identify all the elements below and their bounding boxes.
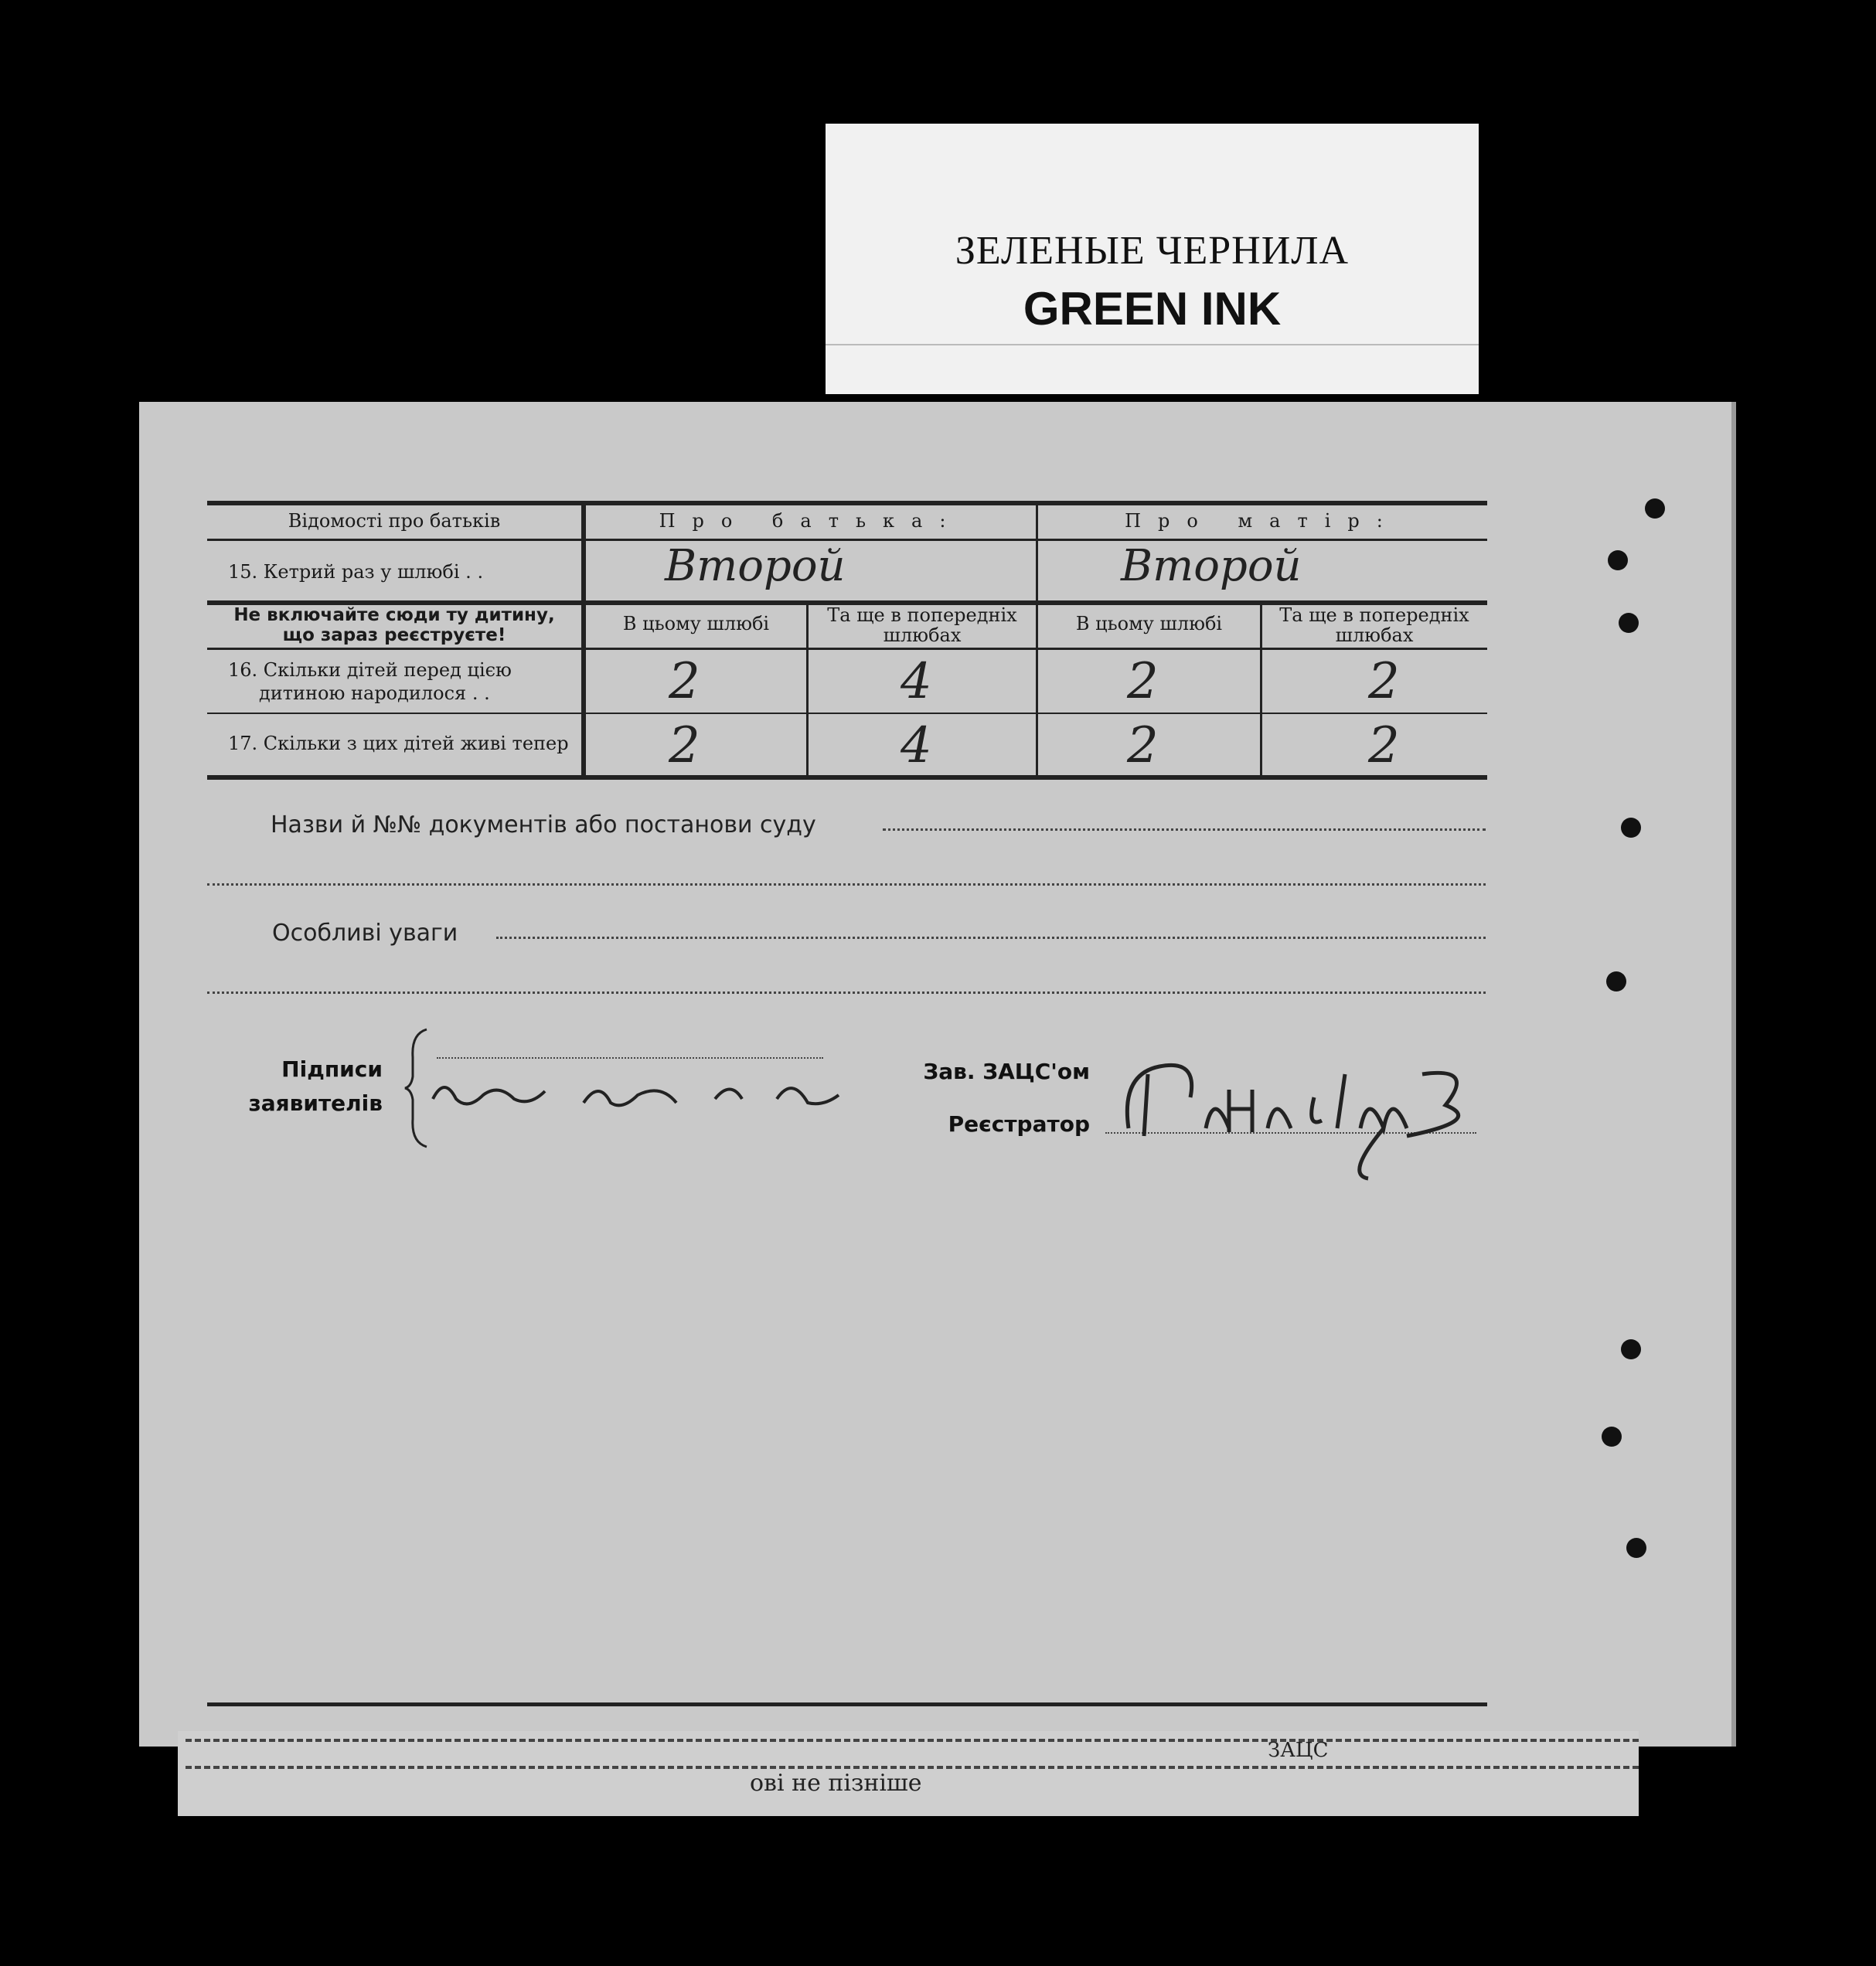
dashed-line xyxy=(186,1766,1639,1769)
subheader-this-marriage-father: В цьому шлюбі xyxy=(622,613,770,634)
note-do-not-include xyxy=(207,605,581,645)
row15-father-value: Второй xyxy=(665,541,846,591)
row15-mother-value: Второй xyxy=(1121,541,1302,591)
documents-field-line xyxy=(207,883,1486,886)
punch-hole xyxy=(1606,971,1626,992)
bottom-rule xyxy=(207,1702,1487,1706)
zags-head-label: Зав. ЗАЦС'ом xyxy=(923,1059,1090,1084)
punch-hole xyxy=(1621,818,1641,838)
row15-label: 15. Кетрий раз у шлюбі . . xyxy=(228,561,484,583)
subheader-line: Та ще в попередніх xyxy=(827,604,1017,626)
applicants-label-line: заявителів xyxy=(248,1090,383,1116)
dashed-line xyxy=(186,1739,1639,1742)
row16-label-line: 16. Скільки дітей перед цією xyxy=(228,659,512,681)
table-bottom-rule xyxy=(207,775,1487,780)
punch-hole xyxy=(1621,1339,1641,1359)
registrar-signature xyxy=(1113,1043,1515,1182)
registrar-label: Реєстратор xyxy=(948,1111,1090,1137)
remarks-field-line xyxy=(207,992,1486,994)
row16-value: 4 xyxy=(901,653,932,710)
ink-label-card xyxy=(826,124,1479,394)
applicants-signatures-label xyxy=(232,1053,383,1121)
row16-value: 2 xyxy=(1127,653,1159,710)
punch-hole xyxy=(1608,550,1628,570)
row16-value: 2 xyxy=(1368,653,1400,710)
documents-field-label: Назви й №№ документів або постанови суду xyxy=(271,811,816,838)
documents-field-line xyxy=(883,828,1486,831)
remarks-field-line xyxy=(496,937,1486,939)
note-line: що зараз реєструєте! xyxy=(282,625,506,645)
table-rule xyxy=(207,713,1487,714)
subheader-line: Та ще в попередніх xyxy=(1279,604,1469,626)
row17-value: 2 xyxy=(1368,717,1400,774)
card-fold-line xyxy=(826,344,1479,345)
subheader-line: шлюбах xyxy=(1335,624,1414,646)
bottom-text-fragment: ЗАЦС xyxy=(1268,1739,1329,1762)
row16-label xyxy=(228,658,576,705)
row17-label: 17. Скільки з цих дітей живі тепер xyxy=(228,733,569,754)
subheader-line: шлюбах xyxy=(883,624,962,646)
applicant-signature-line xyxy=(437,1057,823,1059)
torn-bottom-strip xyxy=(178,1731,1639,1816)
punch-hole xyxy=(1619,613,1639,633)
row17-value: 4 xyxy=(901,717,932,774)
punch-hole xyxy=(1602,1427,1622,1447)
table-rule xyxy=(207,648,1487,650)
subheader-previous-marriages-mother xyxy=(1262,605,1486,645)
header-about-mother: Про матір: xyxy=(1125,510,1400,532)
punch-hole xyxy=(1645,498,1665,519)
header-info-about-parents: Відомості про батьків xyxy=(288,510,501,532)
applicants-label-line: Підписи xyxy=(281,1056,383,1082)
applicant-signature xyxy=(429,1068,846,1122)
subheader-this-marriage-mother: В цьому шлюбі xyxy=(1075,613,1223,634)
row17-value: 2 xyxy=(1127,717,1159,774)
card-text-russian: ЗЕЛЕНЫЕ ЧЕРНИЛА xyxy=(955,229,1350,273)
remarks-field-label: Особливі уваги xyxy=(272,920,458,947)
bottom-text-fragment: ові не пізніше xyxy=(750,1770,922,1797)
subheader-previous-marriages-father xyxy=(809,605,1036,645)
table-column-divider xyxy=(1036,505,1038,776)
card-text-english: GREEN INK xyxy=(1023,283,1282,335)
header-about-father: Про батька: xyxy=(659,510,963,532)
punch-hole xyxy=(1626,1538,1646,1558)
row16-label-line: дитиною народилося . . xyxy=(259,682,490,704)
table-column-divider xyxy=(581,505,586,776)
note-line: Не включайте сюди ту дитину, xyxy=(233,605,555,625)
row16-value: 2 xyxy=(669,653,700,710)
row17-value: 2 xyxy=(669,717,700,774)
table-top-rule xyxy=(207,501,1487,505)
